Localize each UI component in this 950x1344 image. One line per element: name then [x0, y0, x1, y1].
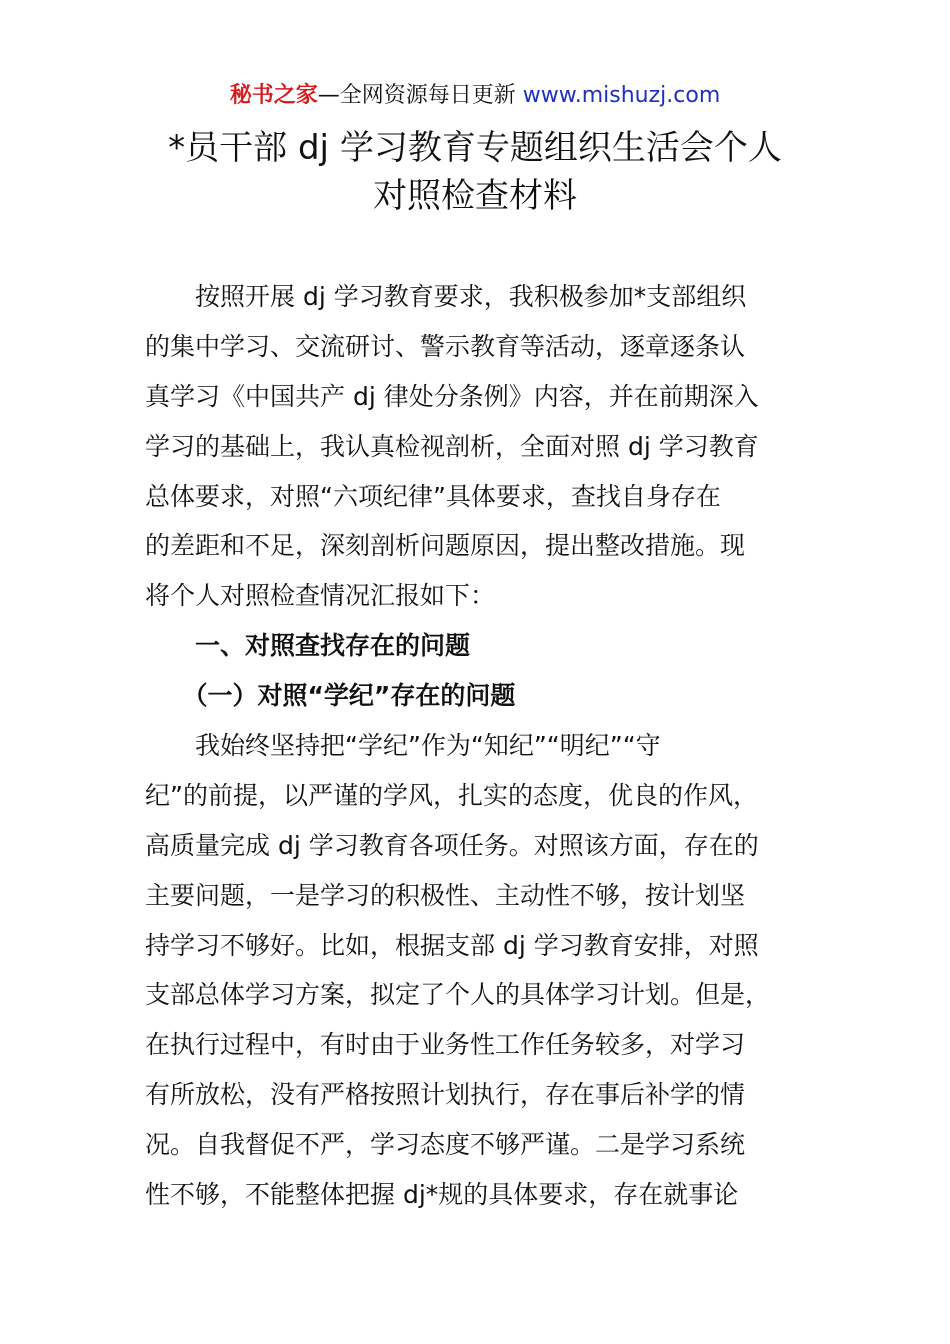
body-line: 总体要求，对照“六项纪律”具体要求，查找自身存在	[145, 481, 721, 511]
document-body	[145, 272, 825, 1220]
site-brand: 秘书之家	[229, 83, 318, 108]
body-line: 支部总体学习方案，拟定了个人的具体学习计划。但是，	[145, 980, 771, 1010]
body-line: 将个人对照检查情况汇报如下：	[145, 581, 496, 611]
body-line: 持学习不够好。比如，根据支部 dj 学习教育安排，对照	[145, 930, 759, 960]
body-line: 高质量完成 dj 学习教育各项任务。对照该方面，存在的	[145, 830, 759, 860]
body-line: 性不够，不能整体把握 dj*规的具体要求，存在就事论	[145, 1180, 739, 1210]
body-line: 真学习《中国共产 dj 律处分条例》内容，并在前期深入	[145, 381, 759, 411]
site-header	[0, 80, 950, 112]
document-title	[60, 124, 890, 220]
body-line: 况。自我督促不严，学习态度不够严谨。二是学习系统	[145, 1130, 746, 1160]
subsection-heading: （一）对照“学纪”存在的问题	[145, 681, 516, 711]
body-line: 的集中学习、交流研讨、警示教育等活动，逐章逐条认	[145, 331, 746, 361]
body-line: 我始终坚持把“学纪”作为“知纪”“明纪”“守	[145, 731, 661, 761]
section-heading: 一、对照查找存在的问题	[145, 631, 471, 661]
site-tagline: —全网资源每日更新	[317, 83, 516, 108]
title-line-2: 对照检查材料	[373, 176, 577, 216]
body-line: 纪”的前提，以严谨的学风，扎实的态度，优良的作风，	[145, 780, 758, 810]
body-line: 学习的基础上，我认真检视剖析，全面对照 dj 学习教育	[145, 431, 759, 461]
body-line: 的差距和不足，深刻剖析问题原因，提出整改措施。现	[145, 531, 746, 561]
body-line: 主要问题，一是学习的积极性、主动性不够，按计划坚	[145, 880, 746, 910]
body-line: 在执行过程中，有时由于业务性工作任务较多，对学习	[145, 1030, 746, 1060]
body-line: 按照开展 dj 学习教育要求，我积极参加*支部组织	[145, 282, 747, 311]
body-line: 有所放松，没有严格按照计划执行，存在事后补学的情	[145, 1080, 746, 1110]
title-line-1: *员干部 dj 学习教育专题组织生活会个人	[168, 128, 782, 168]
site-url-link[interactable]: www.mishuzj.com	[522, 83, 721, 108]
